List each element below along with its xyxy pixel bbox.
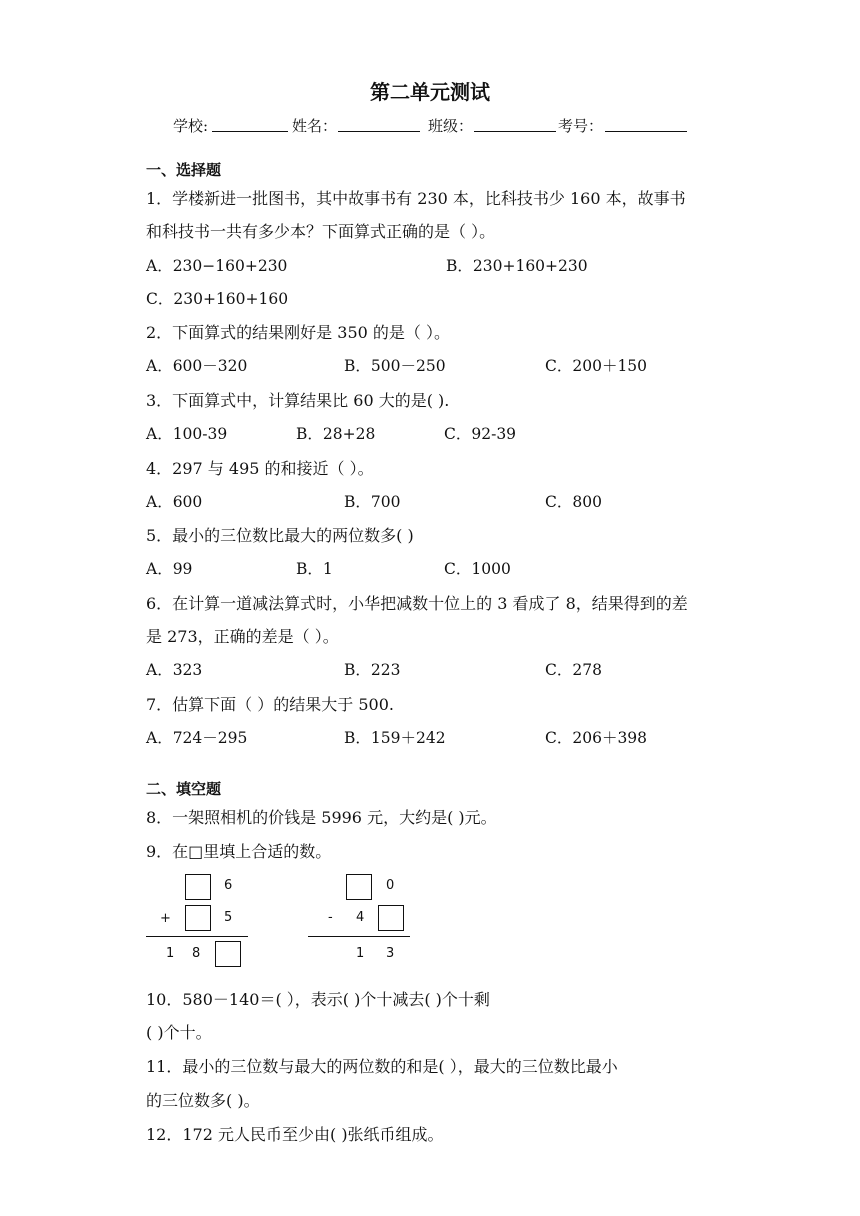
q11-line2: 的三位数多( )。 xyxy=(146,1091,260,1110)
q9-sub-box-1[interactable] xyxy=(346,874,372,900)
q10-line2: ( )个十。 xyxy=(146,1023,212,1042)
school-label: 学校: xyxy=(173,117,209,135)
name-label: 姓名： xyxy=(292,117,338,135)
q2-option-a: A．600－320 xyxy=(146,357,248,375)
q9-add-box-1[interactable] xyxy=(185,874,211,900)
school-blank xyxy=(212,115,288,134)
q1-option-c: C．230+160+160 xyxy=(146,290,289,308)
class-blank xyxy=(474,115,556,134)
q5-option-a: A．99 xyxy=(146,560,193,578)
q8-text: 8．一架照相机的价钱是 5996 元，大约是( )元。 xyxy=(146,808,497,827)
q6-option-b: B．223 xyxy=(344,661,401,679)
q1-option-a: A．230−160+230 xyxy=(146,257,288,275)
q9-add-digit-2: 5 xyxy=(224,910,233,925)
q9-add-operator: + xyxy=(160,911,171,926)
q9-add-result-2: 8 xyxy=(192,946,201,961)
q3-option-c: C．92-39 xyxy=(444,425,517,443)
class-label: 班级： xyxy=(428,117,474,135)
section-choice-heading: 一、选择题 xyxy=(146,161,222,179)
q3-text: 3．下面算式中，计算结果比 60 大的是( ). xyxy=(146,391,450,410)
q7-option-b: B．159＋242 xyxy=(344,729,446,747)
q9-sub-operator: - xyxy=(328,910,333,925)
q9-sub-digit-2: 4 xyxy=(356,910,365,925)
q9-add-result-1: 1 xyxy=(166,946,175,961)
q9-sub-digit-1: 0 xyxy=(386,878,395,893)
q12-text: 12．172 元人民币至少由( )张纸币组成。 xyxy=(146,1125,444,1144)
q2-text: 2．下面算式的结果刚好是 350 的是（ ）。 xyxy=(146,323,450,342)
q6-line1: 6．在计算一道减法算式时，小华把减数十位上的 3 看成了 8，结果得到的差 xyxy=(146,594,688,613)
q2-option-c: C．200＋150 xyxy=(545,357,648,375)
q9-add-box-3[interactable] xyxy=(215,941,241,967)
q6-line2: 是 273，正确的差是（ ）。 xyxy=(146,627,339,646)
q2-option-b: B．500－250 xyxy=(344,357,446,375)
q7-text: 7．估算下面（ ）的结果大于 500. xyxy=(146,695,394,714)
q9-sub-box-2[interactable] xyxy=(378,905,404,931)
q9-sub-result-2: 3 xyxy=(386,946,395,961)
q1-option-b: B．230+160+230 xyxy=(446,257,588,275)
q7-option-c: C．206＋398 xyxy=(545,729,648,747)
q6-option-a: A．323 xyxy=(146,661,203,679)
q6-option-c: C．278 xyxy=(545,661,602,679)
q5-option-c: C．1000 xyxy=(444,560,511,578)
q9-add-box-2[interactable] xyxy=(185,905,211,931)
q3-option-a: A．100-39 xyxy=(146,425,228,443)
q7-option-a: A．724－295 xyxy=(146,729,248,747)
q11-line1: 11．最小的三位数与最大的两位数的和是( ），最大的三位数比最小 xyxy=(146,1057,618,1076)
q9-add-digit-1: 6 xyxy=(224,878,233,893)
page-title: 第二单元测试 xyxy=(370,80,490,104)
q1-line1: 1．学楼新进一批图书，其中故事书有 230 本，比科技书少 160 本，故事书 xyxy=(146,189,686,208)
name-blank xyxy=(338,115,420,134)
q9-text: 9．在□里填上合适的数。 xyxy=(146,842,332,861)
q10-line1: 10．580－140＝( ），表示( )个十减去( )个十剩 xyxy=(146,990,490,1009)
q4-option-b: B．700 xyxy=(344,493,401,511)
q9-sub-result-1: 1 xyxy=(356,946,365,961)
q4-text: 4．297 与 495 的和接近（ ）。 xyxy=(146,459,374,478)
q1-line2: 和科技书一共有多少本？下面算式正确的是（ ）。 xyxy=(146,222,496,241)
q5-text: 5．最小的三位数比最大的两位数多( ) xyxy=(146,526,414,545)
section-fill-heading: 二、填空题 xyxy=(146,780,222,798)
q5-option-b: B．1 xyxy=(296,560,333,578)
q9-sub-rule xyxy=(308,936,410,937)
q9-add-rule xyxy=(146,936,248,937)
exam-no-label: 考号： xyxy=(558,117,604,135)
q3-option-b: B．28+28 xyxy=(296,425,376,443)
q4-option-a: A．600 xyxy=(146,493,203,511)
exam-no-blank xyxy=(605,115,687,134)
q4-option-c: C．800 xyxy=(545,493,602,511)
